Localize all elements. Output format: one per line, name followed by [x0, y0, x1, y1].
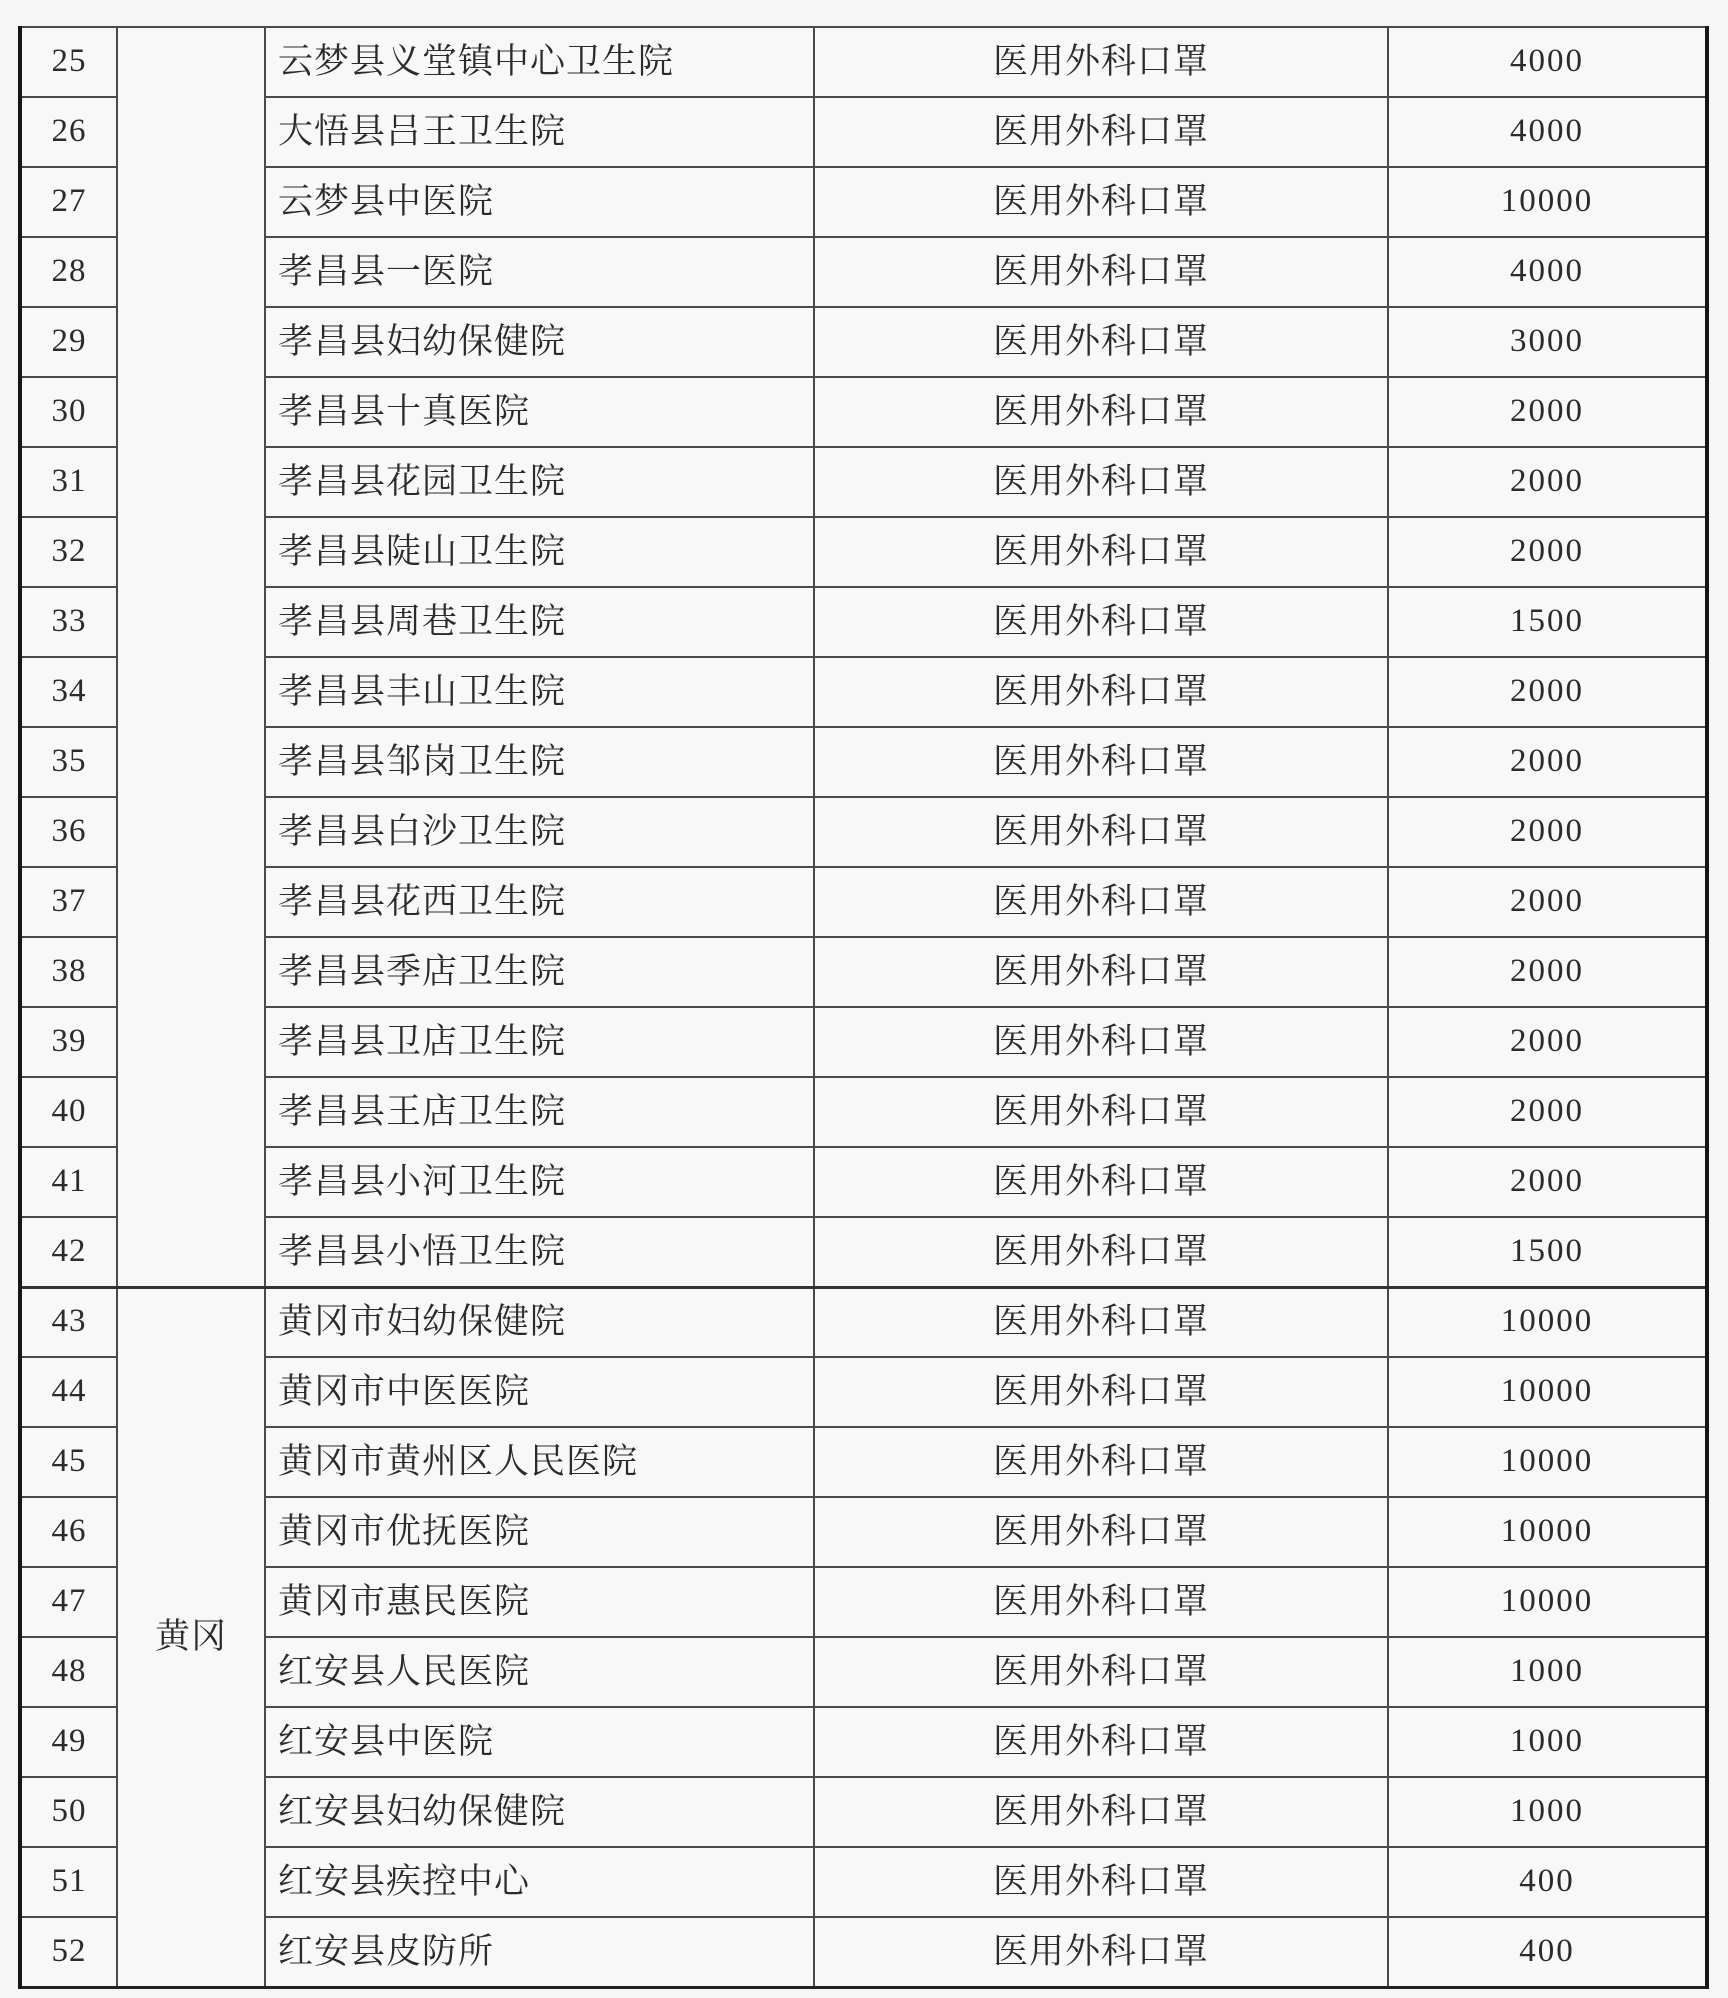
- item-cell: 医用外科口罩: [814, 97, 1388, 167]
- quantity-cell: 3000: [1388, 307, 1707, 377]
- hospital-name-cell: 孝昌县妇幼保健院: [265, 307, 814, 377]
- item-cell: 医用外科口罩: [814, 797, 1388, 867]
- item-cell: 医用外科口罩: [814, 657, 1388, 727]
- hospital-name-cell: 红安县人民医院: [265, 1637, 814, 1707]
- row-number-cell: 29: [20, 307, 117, 377]
- row-number-cell: 28: [20, 237, 117, 307]
- region-cell: [117, 27, 265, 1287]
- item-cell: 医用外科口罩: [814, 587, 1388, 657]
- hospital-name-cell: 孝昌县花园卫生院: [265, 447, 814, 517]
- table-row: [20, 1497, 1707, 1567]
- table-row: [20, 1567, 1707, 1637]
- item-cell: 医用外科口罩: [814, 1217, 1388, 1287]
- quantity-cell: 2000: [1388, 867, 1707, 937]
- hospital-name-cell: 黄冈市黄州区人民医院: [265, 1427, 814, 1497]
- hospital-name-cell: 孝昌县十真医院: [265, 377, 814, 447]
- quantity-cell: 1000: [1388, 1777, 1707, 1847]
- table-row: [20, 97, 1707, 167]
- row-number-cell: 36: [20, 797, 117, 867]
- quantity-cell: 4000: [1388, 27, 1707, 97]
- quantity-cell: 1000: [1388, 1637, 1707, 1707]
- hospital-name-cell: 云梦县中医院: [265, 167, 814, 237]
- table-row: [20, 1217, 1707, 1287]
- quantity-cell: 1500: [1388, 1217, 1707, 1287]
- item-cell: 医用外科口罩: [814, 167, 1388, 237]
- table-row: [20, 447, 1707, 517]
- quantity-cell: 1000: [1388, 1707, 1707, 1777]
- table-row: [20, 377, 1707, 447]
- table-row: [20, 867, 1707, 937]
- item-cell: 医用外科口罩: [814, 937, 1388, 1007]
- table-row: [20, 307, 1707, 377]
- quantity-cell: 2000: [1388, 1147, 1707, 1217]
- row-number-cell: 38: [20, 937, 117, 1007]
- row-number-cell: 33: [20, 587, 117, 657]
- hospital-name-cell: 黄冈市优抚医院: [265, 1497, 814, 1567]
- hospital-name-cell: 黄冈市中医医院: [265, 1357, 814, 1427]
- item-cell: 医用外科口罩: [814, 1637, 1388, 1707]
- quantity-cell: 4000: [1388, 237, 1707, 307]
- item-cell: 医用外科口罩: [814, 1287, 1388, 1357]
- table-row: [20, 1147, 1707, 1217]
- hospital-name-cell: 红安县疾控中心: [265, 1847, 814, 1917]
- table-row: [20, 1777, 1707, 1847]
- table-row: [20, 1007, 1707, 1077]
- hospital-name-cell: 孝昌县陡山卫生院: [265, 517, 814, 587]
- row-number-cell: 49: [20, 1707, 117, 1777]
- region-cell: 黄冈: [117, 1287, 265, 1987]
- row-number-cell: 51: [20, 1847, 117, 1917]
- quantity-cell: 2000: [1388, 1077, 1707, 1147]
- row-number-cell: 43: [20, 1287, 117, 1357]
- quantity-cell: 1500: [1388, 587, 1707, 657]
- quantity-cell: 2000: [1388, 517, 1707, 587]
- hospital-name-cell: 孝昌县周巷卫生院: [265, 587, 814, 657]
- row-number-cell: 31: [20, 447, 117, 517]
- table-row: [20, 1427, 1707, 1497]
- hospital-name-cell: 孝昌县邹岗卫生院: [265, 727, 814, 797]
- item-cell: 医用外科口罩: [814, 1007, 1388, 1077]
- table-row: [20, 797, 1707, 867]
- item-cell: 医用外科口罩: [814, 1917, 1388, 1987]
- item-cell: 医用外科口罩: [814, 447, 1388, 517]
- quantity-cell: 10000: [1388, 1287, 1707, 1357]
- quantity-cell: 2000: [1388, 1007, 1707, 1077]
- table-row: [20, 27, 1707, 97]
- quantity-cell: 10000: [1388, 1567, 1707, 1637]
- quantity-cell: 10000: [1388, 1427, 1707, 1497]
- hospital-name-cell: 红安县皮防所: [265, 1917, 814, 1987]
- hospital-name-cell: 孝昌县王店卫生院: [265, 1077, 814, 1147]
- quantity-cell: 2000: [1388, 727, 1707, 797]
- quantity-cell: 2000: [1388, 377, 1707, 447]
- table-row: [20, 937, 1707, 1007]
- table-row: [20, 1707, 1707, 1777]
- row-number-cell: 41: [20, 1147, 117, 1217]
- hospital-name-cell: 孝昌县卫店卫生院: [265, 1007, 814, 1077]
- row-number-cell: 42: [20, 1217, 117, 1287]
- hospital-name-cell: 孝昌县丰山卫生院: [265, 657, 814, 727]
- row-number-cell: 26: [20, 97, 117, 167]
- item-cell: 医用外科口罩: [814, 1567, 1388, 1637]
- quantity-cell: 400: [1388, 1847, 1707, 1917]
- item-cell: 医用外科口罩: [814, 1147, 1388, 1217]
- row-number-cell: 45: [20, 1427, 117, 1497]
- table-row: [20, 587, 1707, 657]
- row-number-cell: 32: [20, 517, 117, 587]
- row-number-cell: 25: [20, 27, 117, 97]
- table-row: [20, 1357, 1707, 1427]
- row-number-cell: 35: [20, 727, 117, 797]
- hospital-name-cell: 红安县妇幼保健院: [265, 1777, 814, 1847]
- item-cell: 医用外科口罩: [814, 1707, 1388, 1777]
- quantity-cell: 2000: [1388, 797, 1707, 867]
- hospital-name-cell: 黄冈市惠民医院: [265, 1567, 814, 1637]
- hospital-name-cell: 大悟县吕王卫生院: [265, 97, 814, 167]
- hospital-name-cell: 孝昌县小悟卫生院: [265, 1217, 814, 1287]
- row-number-cell: 52: [20, 1917, 117, 1987]
- table-row: [20, 1917, 1707, 1987]
- table-row: [20, 167, 1707, 237]
- row-number-cell: 44: [20, 1357, 117, 1427]
- item-cell: 医用外科口罩: [814, 1077, 1388, 1147]
- hospital-name-cell: 云梦县义堂镇中心卫生院: [265, 27, 814, 97]
- hospital-name-cell: 孝昌县白沙卫生院: [265, 797, 814, 867]
- row-number-cell: 39: [20, 1007, 117, 1077]
- row-number-cell: 34: [20, 657, 117, 727]
- quantity-cell: 10000: [1388, 1357, 1707, 1427]
- item-cell: 医用外科口罩: [814, 237, 1388, 307]
- item-cell: 医用外科口罩: [814, 1847, 1388, 1917]
- row-number-cell: 37: [20, 867, 117, 937]
- quantity-cell: 2000: [1388, 937, 1707, 1007]
- hospital-name-cell: 孝昌县一医院: [265, 237, 814, 307]
- table-row: [20, 1637, 1707, 1707]
- allocation-table-body: [20, 27, 1707, 1987]
- item-cell: 医用外科口罩: [814, 377, 1388, 447]
- item-cell: 医用外科口罩: [814, 1777, 1388, 1847]
- allocation-table: [18, 26, 1709, 1989]
- quantity-cell: 10000: [1388, 1497, 1707, 1567]
- row-number-cell: 50: [20, 1777, 117, 1847]
- quantity-cell: 400: [1388, 1917, 1707, 1987]
- table-row: [20, 1847, 1707, 1917]
- quantity-cell: 10000: [1388, 167, 1707, 237]
- item-cell: 医用外科口罩: [814, 1427, 1388, 1497]
- hospital-name-cell: 孝昌县季店卫生院: [265, 937, 814, 1007]
- item-cell: 医用外科口罩: [814, 307, 1388, 377]
- table-row: [20, 657, 1707, 727]
- table-row: [20, 1287, 1707, 1357]
- hospital-name-cell: 红安县中医院: [265, 1707, 814, 1777]
- row-number-cell: 27: [20, 167, 117, 237]
- hospital-name-cell: 孝昌县小河卫生院: [265, 1147, 814, 1217]
- item-cell: 医用外科口罩: [814, 1357, 1388, 1427]
- item-cell: 医用外科口罩: [814, 1497, 1388, 1567]
- item-cell: 医用外科口罩: [814, 517, 1388, 587]
- quantity-cell: 2000: [1388, 447, 1707, 517]
- table-row: [20, 1077, 1707, 1147]
- row-number-cell: 48: [20, 1637, 117, 1707]
- item-cell: 医用外科口罩: [814, 27, 1388, 97]
- table-row: [20, 237, 1707, 307]
- hospital-name-cell: 孝昌县花西卫生院: [265, 867, 814, 937]
- hospital-name-cell: 黄冈市妇幼保健院: [265, 1287, 814, 1357]
- quantity-cell: 4000: [1388, 97, 1707, 167]
- table-row: [20, 727, 1707, 797]
- item-cell: 医用外科口罩: [814, 867, 1388, 937]
- row-number-cell: 30: [20, 377, 117, 447]
- table-row: [20, 517, 1707, 587]
- quantity-cell: 2000: [1388, 657, 1707, 727]
- item-cell: 医用外科口罩: [814, 727, 1388, 797]
- row-number-cell: 46: [20, 1497, 117, 1567]
- row-number-cell: 47: [20, 1567, 117, 1637]
- row-number-cell: 40: [20, 1077, 117, 1147]
